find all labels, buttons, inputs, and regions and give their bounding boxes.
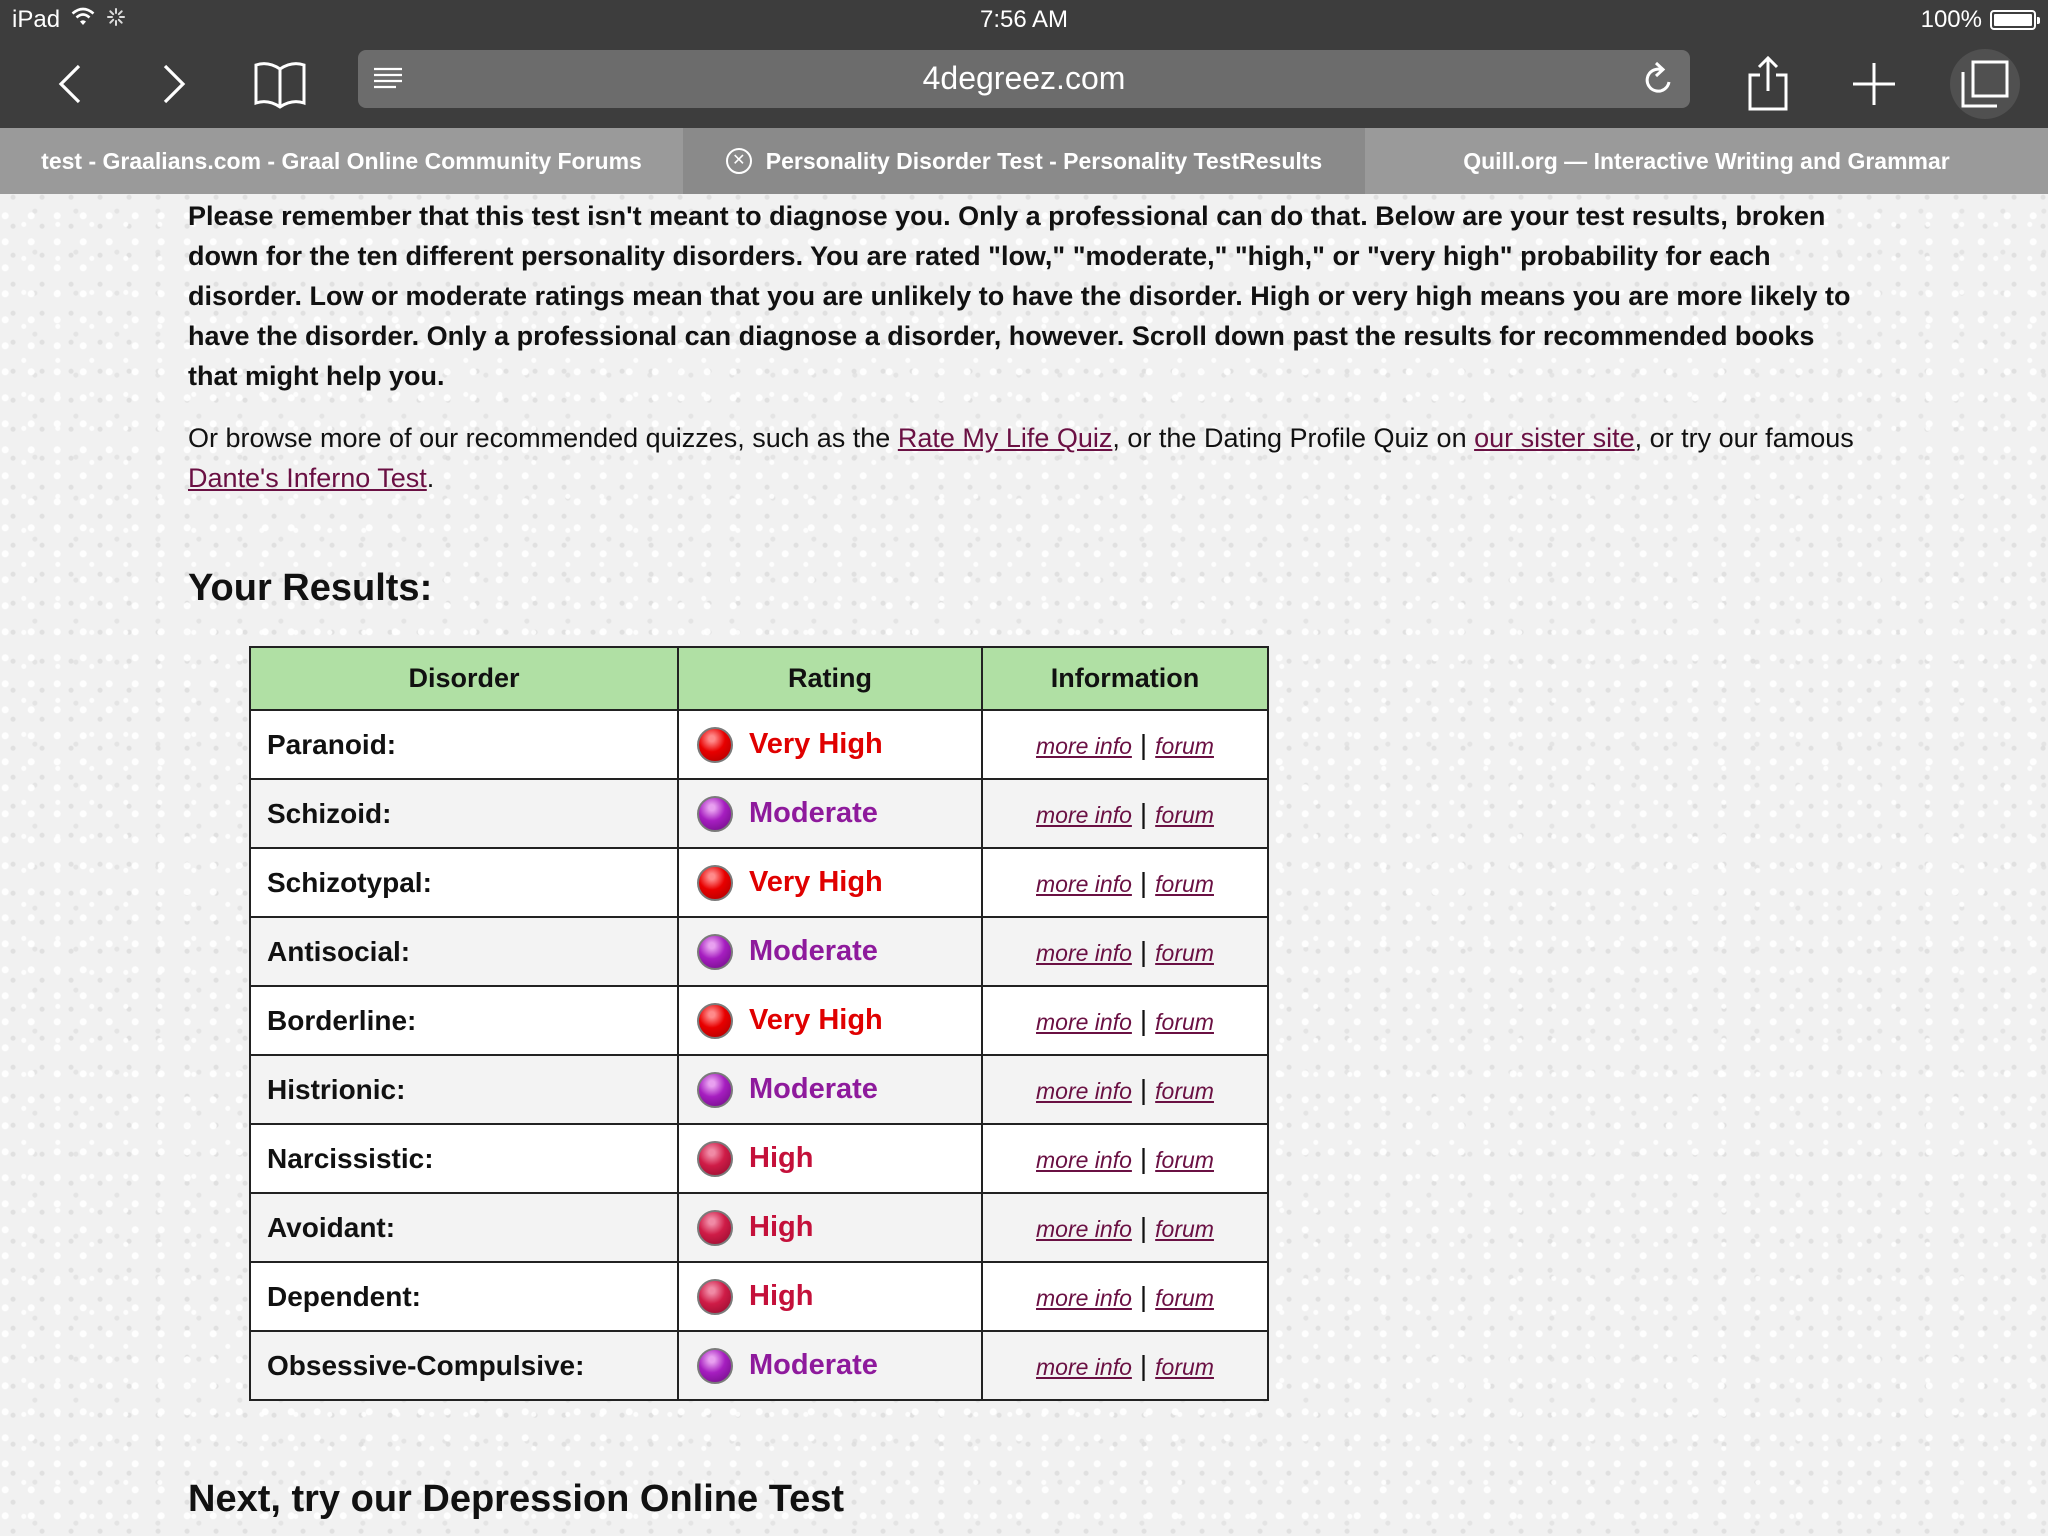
book-icon bbox=[252, 59, 308, 109]
rating-value bbox=[697, 1072, 981, 1108]
new-tab-button[interactable] bbox=[1842, 52, 1906, 116]
info-cell bbox=[982, 917, 1268, 986]
share-button[interactable] bbox=[1736, 52, 1800, 116]
rating-value bbox=[697, 1210, 981, 1246]
back-button[interactable] bbox=[38, 52, 102, 116]
info-cell bbox=[982, 1331, 1268, 1400]
rating-dot-icon bbox=[697, 1279, 733, 1315]
tabs-icon bbox=[1959, 58, 2011, 110]
next-test-heading: Next, try our Depression Online Test bbox=[188, 1478, 845, 1520]
table-row bbox=[250, 1193, 1268, 1262]
more-info-link[interactable]: more info bbox=[1036, 801, 1132, 828]
table-row bbox=[250, 1055, 1268, 1124]
more-info-link[interactable]: more info bbox=[1036, 1284, 1132, 1311]
browse-text: Or browse more of our recommended quizzes, such as the bbox=[188, 423, 898, 453]
dantes-inferno-link[interactable]: Dante's Inferno Test bbox=[188, 463, 427, 493]
rating-value bbox=[697, 1348, 981, 1384]
intro-paragraph: Please remember that this test isn't meant to diagnose you. Only a professional can do that. Below are your test results, broken down for the ten different personality disorders. You are rated "low," "moderate," "high," or "very high" probability for each disorder. Low or moderate ratings mean that you are unlikely to have the disorder. High or very high means you are more likely to have the disorder. Only a professional can diagnose a disorder, however. Scroll down past the results for recommended books that might help you. bbox=[188, 201, 1851, 391]
more-info-link[interactable]: more info bbox=[1036, 1215, 1132, 1242]
forum-link[interactable]: forum bbox=[1155, 870, 1214, 897]
tab-quill[interactable] bbox=[1365, 128, 2048, 194]
status-time: 7:56 AM bbox=[979, 6, 1069, 33]
rating-value bbox=[697, 934, 981, 970]
table-row bbox=[250, 848, 1268, 917]
browse-paragraph bbox=[188, 418, 1868, 498]
link-separator: | bbox=[1139, 935, 1148, 967]
forum-link[interactable]: forum bbox=[1155, 1215, 1214, 1242]
header-disorder: Disorder bbox=[250, 647, 678, 710]
more-info-link[interactable]: more info bbox=[1036, 939, 1132, 966]
link-separator: | bbox=[1139, 1004, 1148, 1036]
more-info-link[interactable]: more info bbox=[1036, 1353, 1132, 1380]
forum-link[interactable]: forum bbox=[1155, 939, 1214, 966]
browse-text: . bbox=[426, 463, 435, 493]
info-cell bbox=[982, 1124, 1268, 1193]
plus-icon bbox=[1851, 61, 1897, 107]
table-row bbox=[250, 779, 1268, 848]
more-info-link[interactable]: more info bbox=[1036, 732, 1132, 759]
table-row bbox=[250, 1331, 1268, 1400]
forum-link[interactable]: forum bbox=[1155, 1353, 1214, 1380]
disorder-name: Avoidant: bbox=[250, 1193, 678, 1262]
sister-site-link[interactable]: our sister site bbox=[1474, 423, 1635, 453]
rating-dot-icon bbox=[697, 1348, 733, 1384]
more-info-link[interactable]: more info bbox=[1036, 1146, 1132, 1173]
forum-link[interactable]: forum bbox=[1155, 1077, 1214, 1104]
rating-cell bbox=[678, 1193, 982, 1262]
device-name: iPad bbox=[12, 6, 61, 33]
status-bar bbox=[0, 0, 2048, 42]
header-rating: Rating bbox=[678, 647, 982, 710]
tab-label: test - Graalians.com - Graal Online Community Forums bbox=[41, 147, 642, 174]
rating-value bbox=[697, 796, 981, 832]
rate-my-life-link[interactable]: Rate My Life Quiz bbox=[897, 423, 1113, 453]
rating-cell bbox=[678, 779, 982, 848]
share-icon bbox=[1746, 55, 1790, 113]
chevron-left-icon bbox=[55, 62, 85, 106]
page-content bbox=[188, 194, 1868, 1520]
link-separator: | bbox=[1139, 797, 1148, 829]
rating-dot-icon bbox=[697, 865, 733, 901]
table-row bbox=[250, 1124, 1268, 1193]
rating-cell bbox=[678, 1262, 982, 1331]
url-text: 4degreez.com bbox=[922, 60, 1126, 96]
link-separator: | bbox=[1139, 1211, 1148, 1243]
disorder-name: Obsessive-Compulsive: bbox=[250, 1331, 678, 1400]
rating-value bbox=[697, 727, 981, 763]
results-table bbox=[249, 646, 1269, 1401]
tab-graalians[interactable] bbox=[0, 128, 683, 194]
disorder-name: Histrionic: bbox=[250, 1055, 678, 1124]
table-row bbox=[250, 1262, 1268, 1331]
rating-dot-icon bbox=[697, 1141, 733, 1177]
rating-text: Moderate bbox=[749, 1073, 878, 1105]
rating-dot-icon bbox=[697, 796, 733, 832]
rating-cell bbox=[678, 1124, 982, 1193]
rating-text: Moderate bbox=[749, 797, 878, 829]
tab-label: Quill.org — Interactive Writing and Grammar bbox=[1463, 147, 1950, 174]
rating-text: Very High bbox=[749, 1004, 883, 1036]
rating-cell bbox=[678, 1055, 982, 1124]
info-cell bbox=[982, 1055, 1268, 1124]
forum-link[interactable]: forum bbox=[1155, 1284, 1214, 1311]
rating-value bbox=[697, 1003, 981, 1039]
rating-cell bbox=[678, 710, 982, 779]
status-right bbox=[1921, 6, 2036, 34]
rating-text: Moderate bbox=[749, 1349, 878, 1381]
rating-text: High bbox=[749, 1211, 814, 1243]
rating-dot-icon bbox=[697, 1210, 733, 1246]
table-row bbox=[250, 986, 1268, 1055]
info-cell bbox=[982, 779, 1268, 848]
link-separator: | bbox=[1139, 866, 1148, 898]
table-header-row bbox=[250, 647, 1268, 710]
rating-text: High bbox=[749, 1142, 814, 1174]
link-separator: | bbox=[1139, 1280, 1148, 1312]
tab-label: Personality Disorder Test - Personality TestResults bbox=[765, 147, 1323, 174]
battery-percent: 100% bbox=[1920, 6, 1982, 33]
results-heading: Your Results: bbox=[188, 567, 433, 609]
battery-icon bbox=[1990, 10, 2036, 30]
reload-icon[interactable] bbox=[1642, 60, 1676, 106]
more-info-link[interactable]: more info bbox=[1036, 1008, 1132, 1035]
tab-bar bbox=[0, 128, 2048, 194]
info-cell bbox=[982, 710, 1268, 779]
browser-toolbar bbox=[0, 42, 2048, 128]
rating-dot-icon bbox=[697, 727, 733, 763]
rating-cell bbox=[678, 986, 982, 1055]
rating-value bbox=[697, 1279, 981, 1315]
rating-text: Moderate bbox=[749, 935, 878, 967]
info-cell bbox=[982, 986, 1268, 1055]
rating-value bbox=[697, 1141, 981, 1177]
rating-dot-icon bbox=[697, 1072, 733, 1108]
disorder-name: Schizoid: bbox=[250, 779, 678, 848]
more-info-link[interactable]: more info bbox=[1036, 870, 1132, 897]
rating-value bbox=[697, 865, 981, 901]
rating-cell bbox=[678, 1331, 982, 1400]
tabs-overview-button[interactable] bbox=[1950, 49, 2020, 119]
rating-cell bbox=[678, 917, 982, 986]
info-cell bbox=[982, 1262, 1268, 1331]
browse-text: , or try our famous bbox=[1634, 423, 1854, 453]
table-row bbox=[250, 917, 1268, 986]
rating-cell bbox=[678, 848, 982, 917]
disorder-name: Dependent: bbox=[250, 1262, 678, 1331]
browse-text: , or the Dating Profile Quiz on bbox=[1112, 423, 1475, 453]
disorder-name: Narcissistic: bbox=[250, 1124, 678, 1193]
forum-link[interactable]: forum bbox=[1155, 732, 1214, 759]
chevron-right-icon bbox=[159, 62, 189, 106]
disorder-name: Borderline: bbox=[250, 986, 678, 1055]
info-cell bbox=[982, 848, 1268, 917]
disorder-name: Schizotypal: bbox=[250, 848, 678, 917]
link-separator: | bbox=[1139, 1349, 1148, 1381]
link-separator: | bbox=[1139, 728, 1148, 760]
forum-link[interactable]: forum bbox=[1155, 1008, 1214, 1035]
rating-text: Very High bbox=[749, 866, 883, 898]
rating-text: Very High bbox=[749, 728, 883, 760]
disorder-name: Antisocial: bbox=[250, 917, 678, 986]
disorder-name: Paranoid: bbox=[250, 710, 678, 779]
tab-personality-test[interactable] bbox=[683, 128, 1365, 194]
rating-dot-icon bbox=[697, 1003, 733, 1039]
close-icon[interactable]: ✕ bbox=[726, 148, 752, 174]
link-separator: | bbox=[1139, 1073, 1148, 1105]
header-information: Information bbox=[982, 647, 1268, 710]
forum-link[interactable]: forum bbox=[1155, 801, 1214, 828]
address-bar[interactable] bbox=[358, 50, 1690, 108]
forward-button[interactable] bbox=[142, 52, 206, 116]
rating-dot-icon bbox=[697, 934, 733, 970]
info-cell bbox=[982, 1193, 1268, 1262]
more-info-link[interactable]: more info bbox=[1036, 1077, 1132, 1104]
rating-text: High bbox=[749, 1280, 814, 1312]
forum-link[interactable]: forum bbox=[1155, 1146, 1214, 1173]
bookmarks-button[interactable] bbox=[248, 52, 312, 116]
table-row bbox=[250, 710, 1268, 779]
link-separator: | bbox=[1139, 1142, 1148, 1174]
